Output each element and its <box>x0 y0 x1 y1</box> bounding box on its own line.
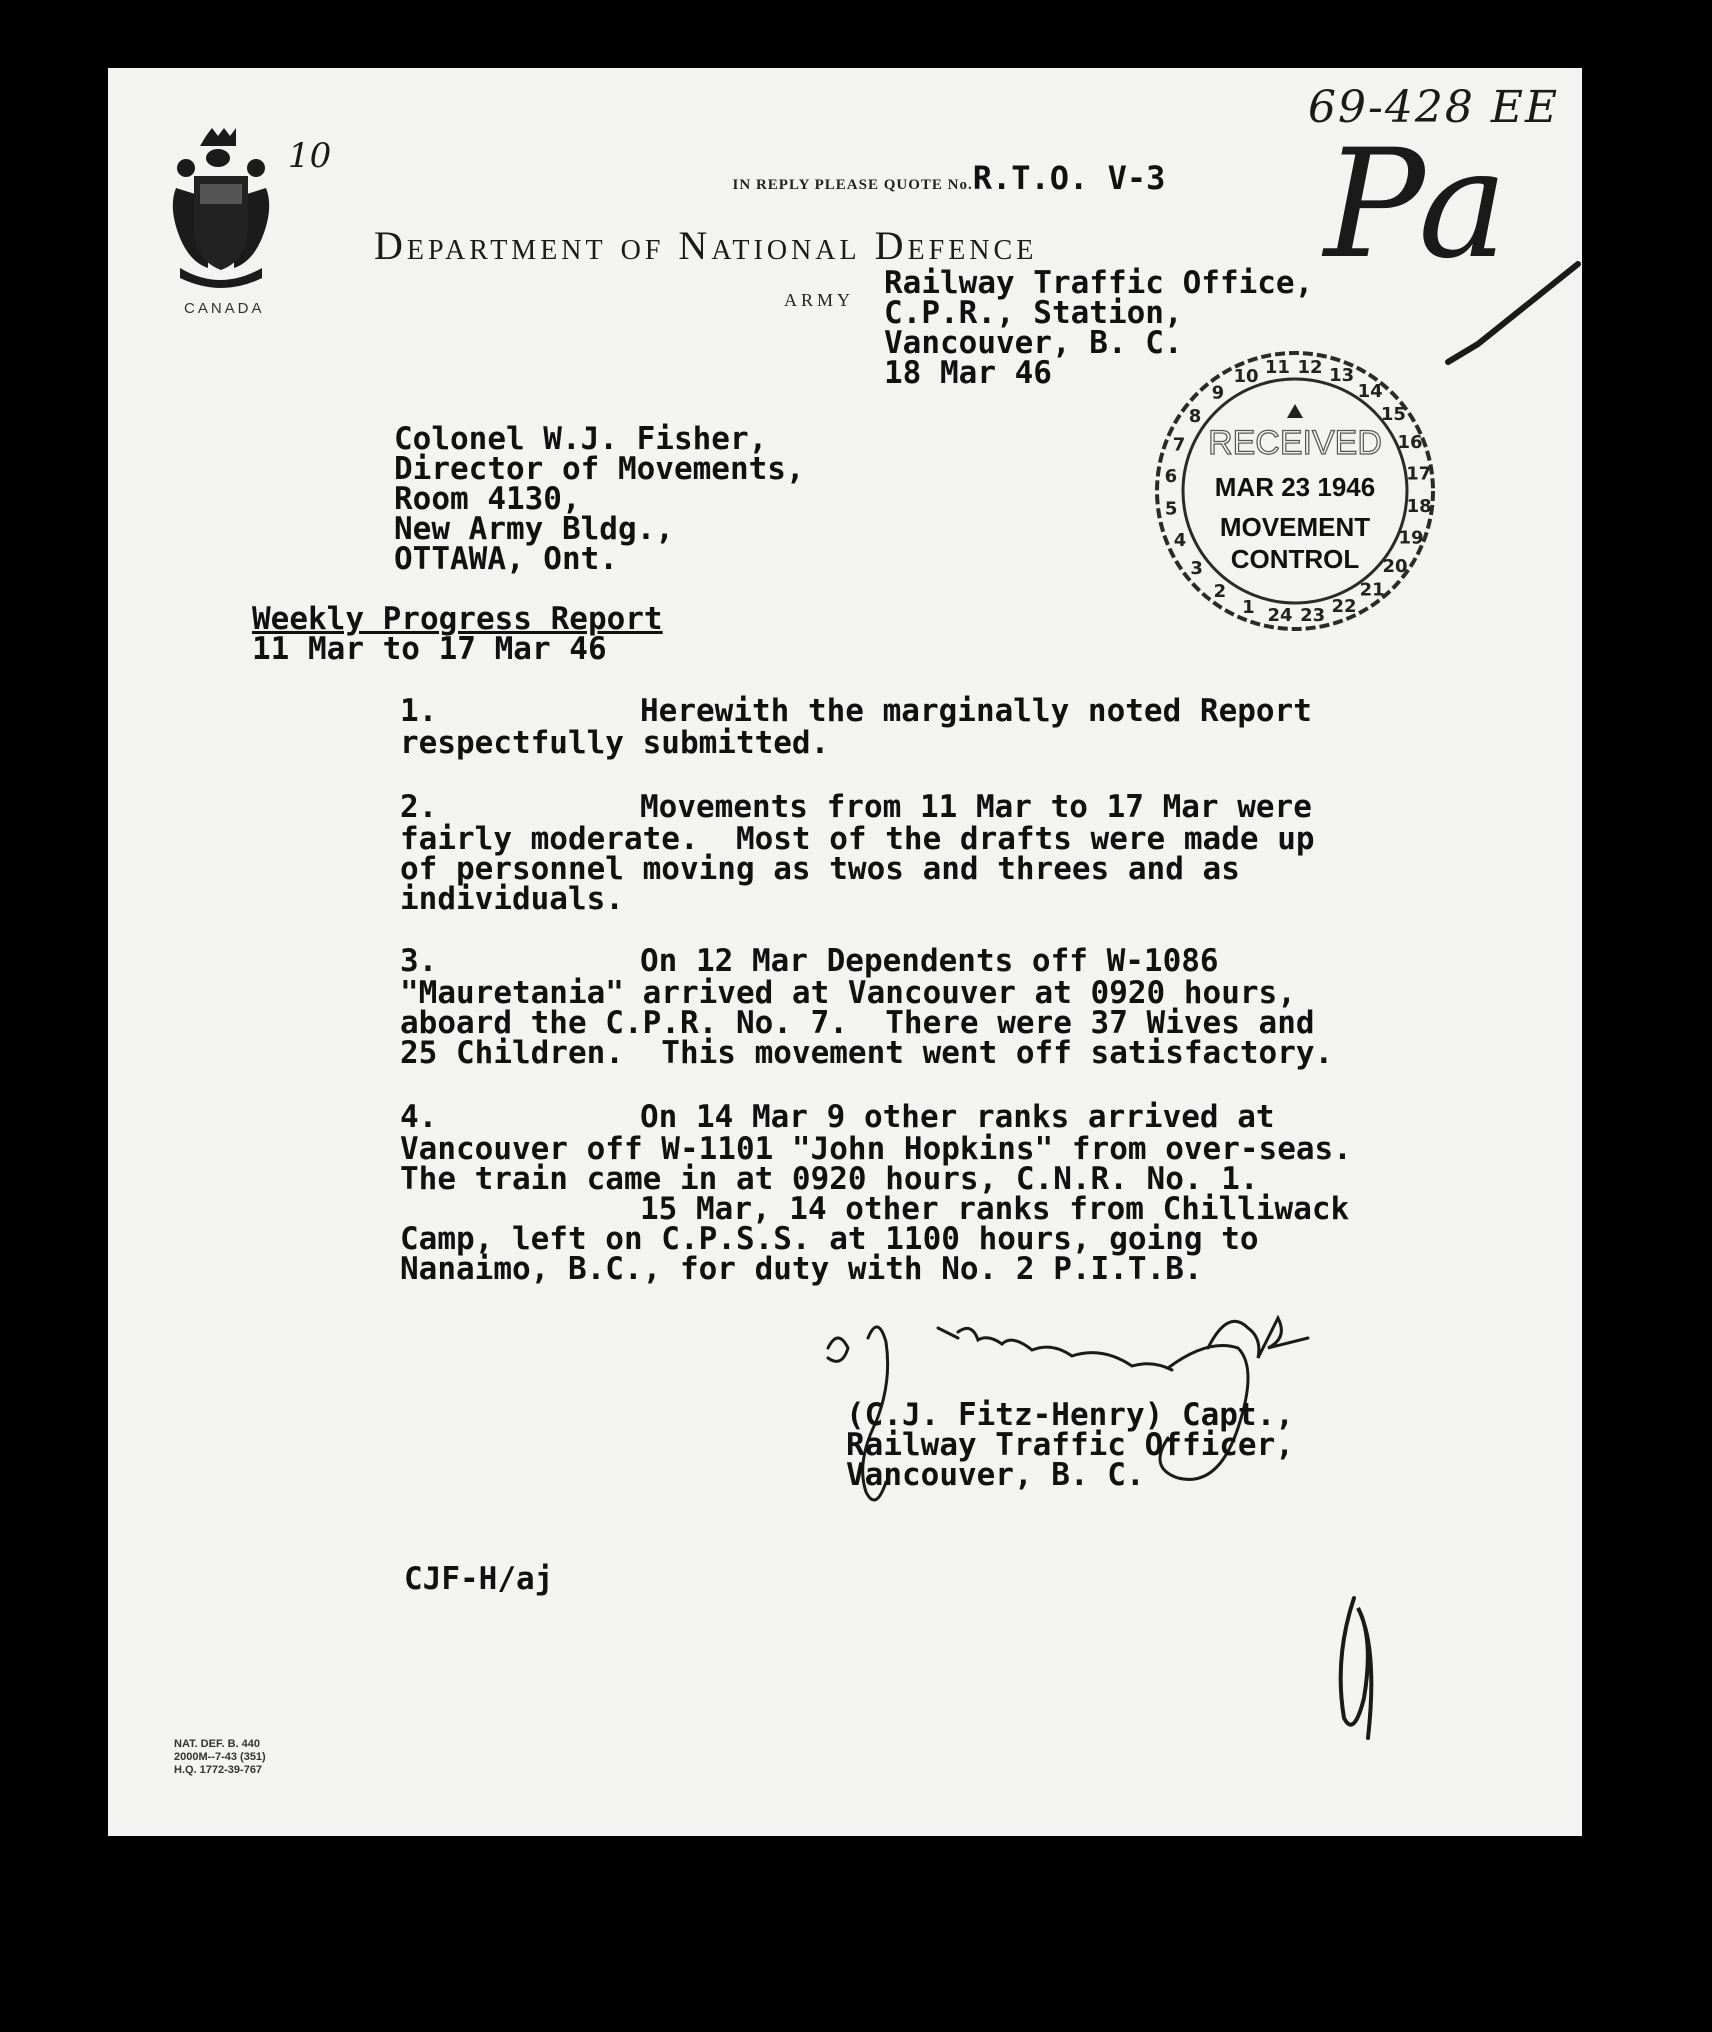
stamp-hour-12: 12 <box>1297 356 1323 378</box>
office-line-2: C.P.R., Station, <box>884 295 1183 331</box>
paragraph-2-line-4: individuals. <box>400 881 624 917</box>
handwritten-margin-note: 10 <box>288 136 332 176</box>
paragraph-4-line-3: The train came in at 0920 hours, C.N.R. No. 1. <box>400 1161 1259 1197</box>
stamp-hour-20: 20 <box>1382 556 1408 578</box>
paragraph-4-line-5: Camp, left on C.P.S.S. at 1100 hours, going to <box>400 1221 1259 1257</box>
stamp-hour-23: 23 <box>1300 604 1326 626</box>
reference-prefix: IN REPLY PLEASE QUOTE No. <box>732 177 973 193</box>
paragraph-1-number: 1. <box>400 693 438 729</box>
document-page <box>108 68 1582 1836</box>
stamp-hour-3: 3 <box>1190 558 1203 580</box>
paragraph-4-line-4: 15 Mar, 14 other ranks from Chilliwack <box>640 1191 1350 1227</box>
addressee-line-3: Room 4130, <box>394 481 581 517</box>
typist-initials: CJF-H/aj <box>404 1561 554 1597</box>
reference-number: R.T.O. V-3 <box>972 159 1166 197</box>
paragraph-4-number: 4. <box>400 1099 438 1135</box>
stamp-hour-14: 14 <box>1357 381 1383 402</box>
stamp-hour-19: 19 <box>1398 527 1424 549</box>
signature-line-1: (C.J. Fitz-Henry) Capt., <box>846 1397 1294 1433</box>
stamp-hour-10: 10 <box>1233 366 1259 387</box>
reference-line <box>694 140 1165 216</box>
stamp-hour-21: 21 <box>1359 579 1385 601</box>
handwritten-file-reference: 69-428 EE <box>1308 82 1560 133</box>
paragraph-3-line-2: "Mauretania" arrived at Vancouver at 0920 hours, <box>400 975 1296 1011</box>
paragraph-4-line-2: Vancouver off W-1101 "John Hopkins" from over-seas. <box>400 1131 1352 1167</box>
paragraph-4-line-1: On 14 Mar 9 other ranks arrived at <box>640 1099 1275 1135</box>
addressee-line-1: Colonel W.J. Fisher, <box>394 421 768 457</box>
office-line-1: Railway Traffic Office, <box>884 265 1314 301</box>
stamp-hour-9: 9 <box>1211 382 1225 404</box>
stamp-hour-22: 22 <box>1331 596 1357 617</box>
subject-title: Weekly Progress Report <box>252 601 663 637</box>
paragraph-2-line-2: fairly moderate. Most of the drafts were made up <box>400 821 1315 857</box>
form-number <box>174 1738 266 1777</box>
paragraph-4-line-6: Nanaimo, B.C., for duty with No. 2 P.I.T.B. <box>400 1251 1203 1287</box>
stamp-hour-15: 15 <box>1380 403 1406 425</box>
stamp-status: RECEIVED <box>1208 424 1382 462</box>
branch-label: ARMY <box>784 290 855 310</box>
letter-date: 18 Mar 46 <box>884 355 1052 391</box>
stamp-hour-18: 18 <box>1406 496 1432 517</box>
paragraph-3-number: 3. <box>400 943 438 979</box>
stamp-hour-5: 5 <box>1164 498 1178 520</box>
country-label: CANADA <box>184 300 265 317</box>
stamp-arrow-icon <box>1287 404 1303 418</box>
form-number-line-3: H.Q. 1772-39-767 <box>174 1764 263 1776</box>
stamp-hour-6: 6 <box>1164 466 1178 487</box>
stamp-hour-7: 7 <box>1172 434 1186 456</box>
department-title: Department of National Defence <box>374 223 1038 268</box>
coat-of-arms-icon <box>166 128 276 293</box>
stamp-hour-13: 13 <box>1329 365 1355 386</box>
received-stamp <box>1150 346 1440 636</box>
addressee-line-4: New Army Bldg., <box>394 511 674 547</box>
stamp-date: MAR 23 1946 <box>1214 472 1376 502</box>
paragraph-1-line-2: respectfully submitted. <box>400 725 830 761</box>
stamp-line-1: MOVEMENT <box>1219 512 1371 542</box>
signature-line-2: Railway Traffic Officer, <box>846 1427 1294 1463</box>
stamp-hour-24: 24 <box>1267 605 1293 627</box>
stamp-hour-17: 17 <box>1406 463 1432 485</box>
stamp-hour-2: 2 <box>1213 581 1227 602</box>
stamp-hour-4: 4 <box>1173 530 1187 551</box>
paragraph-3-line-4: 25 Children. This movement went off satisfactory. <box>400 1035 1334 1071</box>
paragraph-1-line-1: Herewith the marginally noted Report <box>640 693 1312 729</box>
paragraph-2-line-1: Movements from 11 Mar to 17 Mar were <box>640 789 1312 825</box>
paragraph-2-number: 2. <box>400 789 438 825</box>
stamp-line-2: CONTROL <box>1230 544 1360 574</box>
paragraph-2-line-3: of personnel moving as twos and threes and as <box>400 851 1240 887</box>
addressee-line-2: Director of Movements, <box>394 451 805 487</box>
stamp-hour-1: 1 <box>1242 597 1255 618</box>
stamp-hour-8: 8 <box>1188 405 1202 427</box>
form-number-line-2: 2000M--7-43 (351) <box>174 1751 266 1763</box>
stamp-hour-16: 16 <box>1397 432 1423 453</box>
signature-line-3: Vancouver, B. C. <box>846 1457 1145 1493</box>
paragraph-3-line-1: On 12 Mar Dependents off W-1086 <box>640 943 1219 979</box>
paragraph-3-line-3: aboard the C.P.R. No. 7. There were 37 Wives and <box>400 1005 1315 1041</box>
form-number-line-1: NAT. DEF. B. 440 <box>174 1738 260 1750</box>
stamp-hour-11: 11 <box>1264 357 1290 379</box>
handwritten-mark <box>1324 1588 1384 1748</box>
subject-period: 11 Mar to 17 Mar 46 <box>252 631 607 667</box>
addressee-line-5: OTTAWA, Ont. <box>394 541 618 577</box>
handwritten-initial: Pa <box>1324 118 1508 292</box>
office-line-3: Vancouver, B. C. <box>884 325 1183 361</box>
